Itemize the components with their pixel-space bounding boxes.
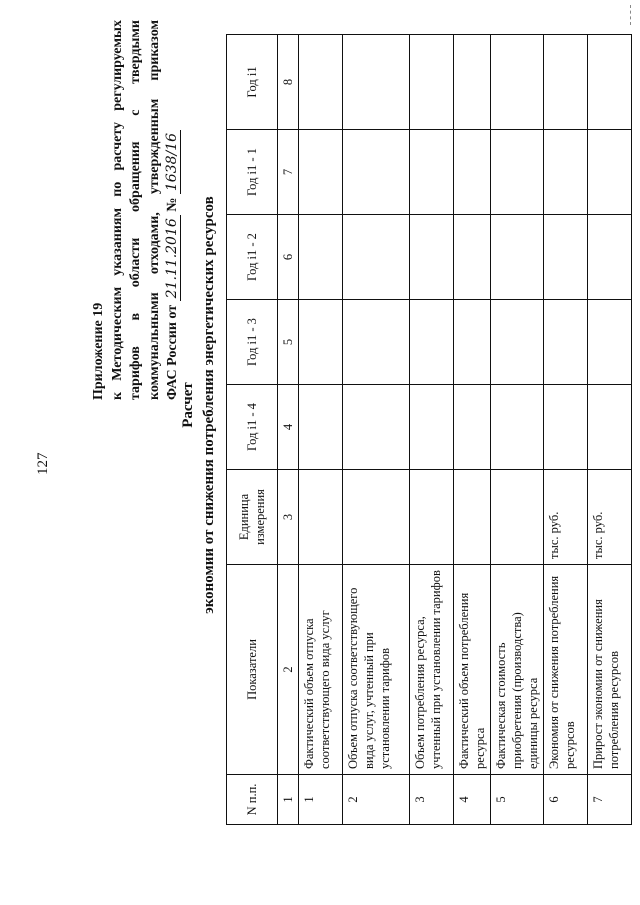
cell-year [491, 35, 544, 130]
calculation-title [178, 95, 220, 715]
cell-year [588, 35, 632, 130]
scan-edge-mark [630, 5, 631, 25]
header-indicator: Показатели [227, 565, 278, 775]
row-unit: тыс. руб. [544, 470, 588, 565]
cell-year-minus-1 [544, 130, 588, 215]
column-number: 2 [278, 565, 299, 775]
cell-year [299, 35, 343, 130]
row-indicator: Фактическая стоимость приобретения (производства) единицы ресурса [491, 565, 544, 775]
cell-year-minus-2 [588, 215, 632, 300]
cell-year-minus-1 [299, 130, 343, 215]
title-line-1: Расчет [180, 382, 196, 428]
row-number: 6 [544, 775, 588, 825]
appendix-line-2: тарифов в области обращения с твердыми [128, 20, 143, 400]
column-number: 6 [278, 215, 299, 300]
row-indicator: Объем потребления ресурса, учтенный при установлении тарифов [410, 565, 454, 775]
row-indicator: Экономия от снижения потребления ресурсов [544, 565, 588, 775]
table-row [410, 35, 454, 825]
column-number-row [278, 35, 299, 825]
row-unit [491, 470, 544, 565]
row-indicator: Фактический объем потребления ресурса [454, 565, 491, 775]
column-number: 3 [278, 470, 299, 565]
header-year-minus-2: Год i1 - 2 [227, 215, 278, 300]
table-row [454, 35, 491, 825]
header-year: Год i1 [227, 35, 278, 130]
row-number: 7 [588, 775, 632, 825]
cell-year-minus-1 [588, 130, 632, 215]
row-unit [299, 470, 343, 565]
column-number: 4 [278, 385, 299, 470]
row-unit [410, 470, 454, 565]
cell-year [410, 35, 454, 130]
cell-year-minus-1 [491, 130, 544, 215]
cell-year-minus-1 [454, 130, 491, 215]
cell-year [544, 35, 588, 130]
row-number: 2 [343, 775, 410, 825]
header-unit: Единица измерения [227, 470, 278, 565]
cell-year-minus-2 [544, 215, 588, 300]
cell-year-minus-3 [343, 300, 410, 385]
cell-year-minus-2 [410, 215, 454, 300]
column-number: 8 [278, 35, 299, 130]
cell-year-minus-2 [454, 215, 491, 300]
page-number: 127 [35, 452, 51, 475]
cell-year-minus-2 [343, 215, 410, 300]
row-indicator: Прирост экономии от снижения потребления ресурсов [588, 565, 632, 775]
cell-year-minus-2 [299, 215, 343, 300]
title-line-2: экономии от снижения потребления энергетических ресурсов [201, 196, 217, 614]
appendix-header [90, 20, 183, 400]
appendix-line-1: к Методическим указаниям по расчету регулируемых [109, 20, 125, 400]
cell-year-minus-3 [454, 300, 491, 385]
order-prefix: ФАС России от [165, 304, 180, 400]
cell-year-minus-1 [410, 130, 454, 215]
cell-year [454, 35, 491, 130]
cell-year-minus-3 [588, 300, 632, 385]
savings-table [226, 34, 632, 825]
cell-year-minus-4 [491, 385, 544, 470]
row-unit: тыс. руб. [588, 470, 632, 565]
header-year-minus-1: Год i1 - 1 [227, 130, 278, 215]
header-year-minus-3: Год i1 - 3 [227, 300, 278, 385]
column-number: 1 [278, 775, 299, 825]
cell-year-minus-4 [544, 385, 588, 470]
table-row [544, 35, 588, 825]
cell-year-minus-1 [343, 130, 410, 215]
cell-year [343, 35, 410, 130]
cell-year-minus-3 [410, 300, 454, 385]
column-number: 7 [278, 130, 299, 215]
cell-year-minus-2 [491, 215, 544, 300]
table-row [491, 35, 544, 825]
row-unit [343, 470, 410, 565]
cell-year-minus-4 [299, 385, 343, 470]
column-number: 5 [278, 300, 299, 385]
row-number: 4 [454, 775, 491, 825]
cell-year-minus-4 [588, 385, 632, 470]
table-header-row [227, 35, 278, 825]
handwritten-number: 1638/16 [165, 130, 181, 194]
cell-year-minus-3 [544, 300, 588, 385]
cell-year-minus-4 [343, 385, 410, 470]
order-number-label: № [165, 197, 180, 212]
row-indicator: Объем отпуска соответствующего вида услуг, учтенный при установлении тарифов [343, 565, 410, 775]
row-indicator: Фактический объем отпуска соответствующего вида услуг [299, 565, 343, 775]
header-num: N п.п. [227, 775, 278, 825]
appendix-line-3: коммунальными отходами, утвержденным приказом [146, 20, 162, 400]
handwritten-date: 21.11.2016 [165, 215, 181, 301]
header-year-minus-4: Год i1 - 4 [227, 385, 278, 470]
cell-year-minus-3 [491, 300, 544, 385]
table-row [343, 35, 410, 825]
row-number: 3 [410, 775, 454, 825]
cell-year-minus-3 [299, 300, 343, 385]
row-unit [454, 470, 491, 565]
appendix-title: Приложение 19 [91, 302, 106, 400]
row-number: 1 [299, 775, 343, 825]
cell-year-minus-4 [410, 385, 454, 470]
table-row [299, 35, 343, 825]
cell-year-minus-4 [454, 385, 491, 470]
row-number: 5 [491, 775, 544, 825]
table-row [588, 35, 632, 825]
